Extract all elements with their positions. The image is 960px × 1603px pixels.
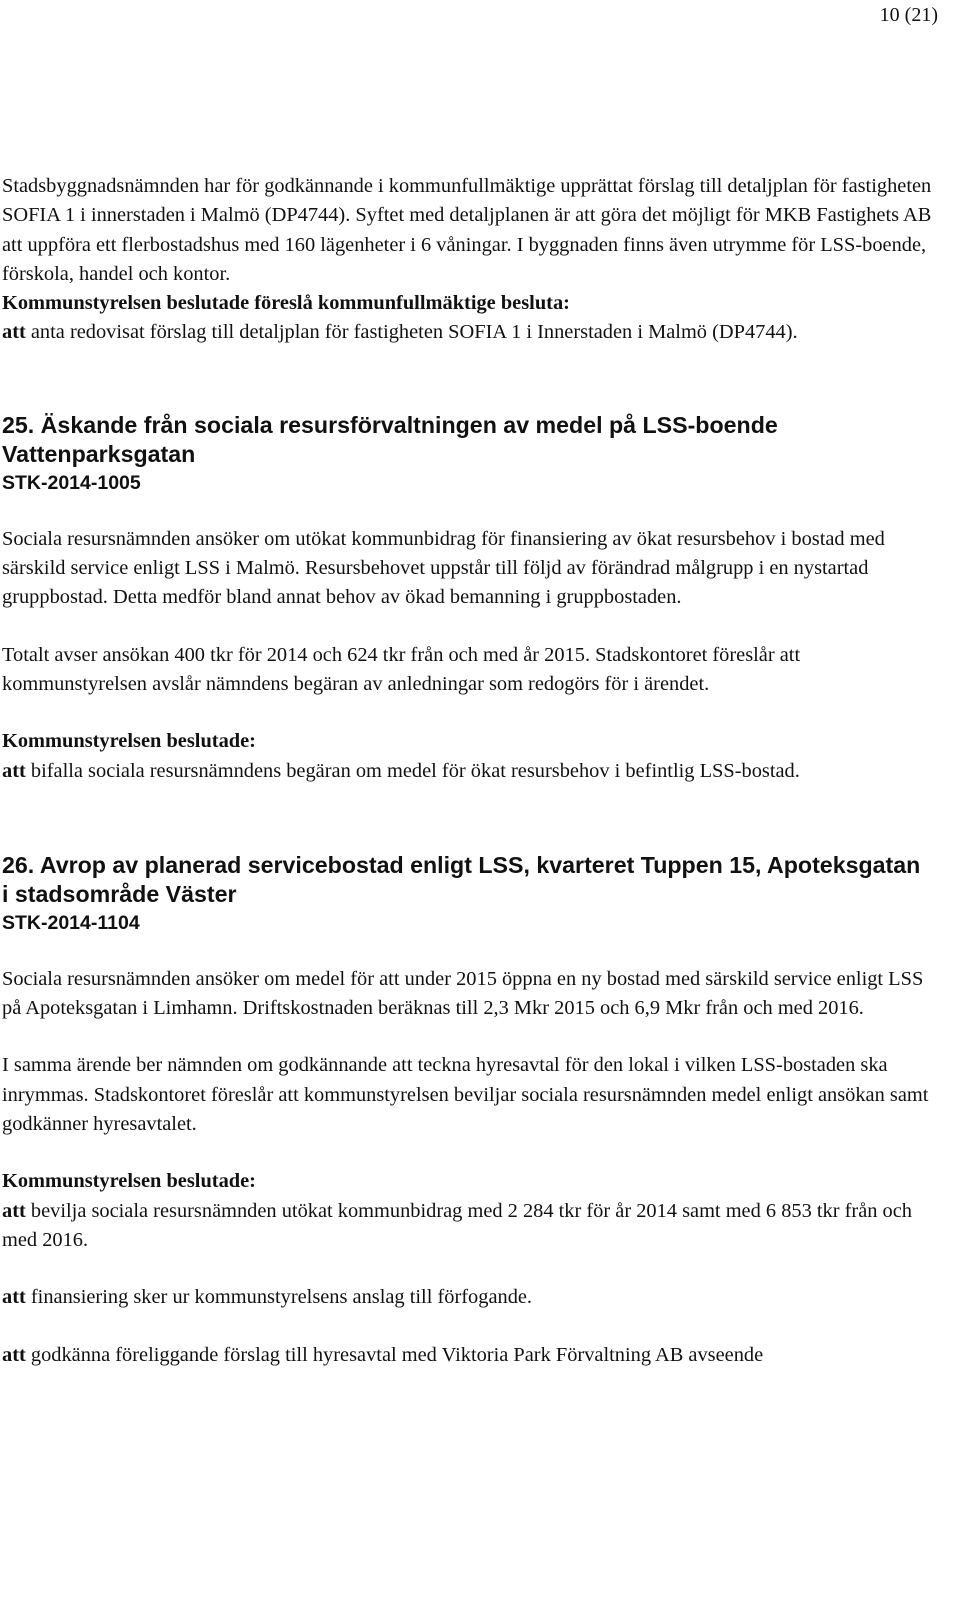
decision-text: anta redovisat förslag till detaljplan för fastigheten SOFIA 1 i Innerstaden i Malmö (DP4744). [25, 321, 798, 344]
decision-text: bifalla sociala resursnämndens begäran om medel för ökat resursbehov i befintlig LSS-bostad. [25, 759, 800, 782]
document-body [2, 172, 932, 1370]
item-25-case-id: STK-2014-1005 [2, 471, 141, 494]
item-25-paragraph-2: Totalt avser ansökan 400 tkr för 2014 och 624 tkr från och med år 2015. Stadskontoret föreslår att kommunstyrelsen avslår nämndens begäran av anledningar som redogörs för i ärendet. [2, 643, 801, 695]
att-keyword: att [2, 1199, 26, 1222]
item-26-paragraph-2: I samma ärende ber nämnden om godkännande att teckna hyresavtal för den lokal i vilken LSS-bostaden ska inrymmas. Stadskontoret föreslår att kommunstyrelsen beviljar sociala resursnämnden medel enligt ansökan samt godkänner hyresavtalet. [2, 1054, 929, 1136]
att-keyword: att [2, 321, 26, 344]
intro-paragraph: Stadsbyggnadsnämnden har för godkännande i kommunfullmäktige upprättat förslag till detaljplan för fastigheten SOFIA 1 i innerstaden i Malmö (DP4744). Syftet med detaljplanen är att göra det möjligt för MKB Fastighets AB att uppföra ett flerbostadshus med 160 lägenheter i 6 våningar. I byggnaden finns även utrymme för LSS-boende, förskola, handel och kontor. [2, 175, 932, 285]
att-keyword: att [2, 759, 26, 782]
decision-text: bevilja sociala resursnämnden utökat kommunbidrag med 2 284 tkr för år 2014 samt med 6 853 tkr från och med 2016. [2, 1199, 912, 1251]
item-26-decision-2 [2, 1283, 932, 1312]
decision-text: godkänna föreliggande förslag till hyresavtal med Viktoria Park Förvaltning AB avseende [25, 1343, 764, 1366]
item-26-decision-heading: Kommunstyrelsen beslutade: [2, 1170, 256, 1193]
item-26-title: 26. Avrop av planerad servicebostad enligt LSS, kvarteret Tuppen 15, Apoteksgatan i stadsområde Väster [2, 851, 921, 908]
item-25-paragraph-1: Sociala resursnämnden ansöker om utökat kommunbidrag för finansiering av ökat resursbehov i bostad med särskild service enligt LSS i Malmö. Resursbehovet uppstår till följd av förändrad målgrupp i en nystartad gruppbostad. Detta medför bland annat behov av ökad bemanning i gruppbostaden. [2, 527, 885, 609]
decision-text: finansiering sker ur kommunstyrelsens anslag till förfogande. [25, 1286, 533, 1309]
att-keyword: att [2, 1343, 26, 1366]
item-26-paragraph-1: Sociala resursnämnden ansöker om medel för att under 2015 öppna en ny bostad med särskild service enligt LSS på Apoteksgatan i Limhamn. Driftskostnaden beräknas till 2,3 Mkr 2015 och 6,9 Mkr från och med 2016. [2, 967, 924, 1020]
page-number: 10 (21) [879, 4, 938, 26]
item-25-decision [2, 757, 932, 786]
item-25-title: 25. Äskande från sociala resursförvaltningen av medel på LSS-boende Vattenparksgatan [2, 411, 778, 468]
item-26-decision-3 [2, 1341, 932, 1370]
intro-decision-heading: Kommunstyrelsen beslutade föreslå kommunfullmäktige besluta: [2, 292, 570, 315]
att-keyword: att [2, 1286, 26, 1309]
intro-decision [2, 318, 932, 347]
item-26-case-id: STK-2014-1104 [2, 911, 140, 934]
item-26-decision-1 [2, 1197, 932, 1256]
item-25-decision-heading: Kommunstyrelsen beslutade: [2, 730, 256, 753]
